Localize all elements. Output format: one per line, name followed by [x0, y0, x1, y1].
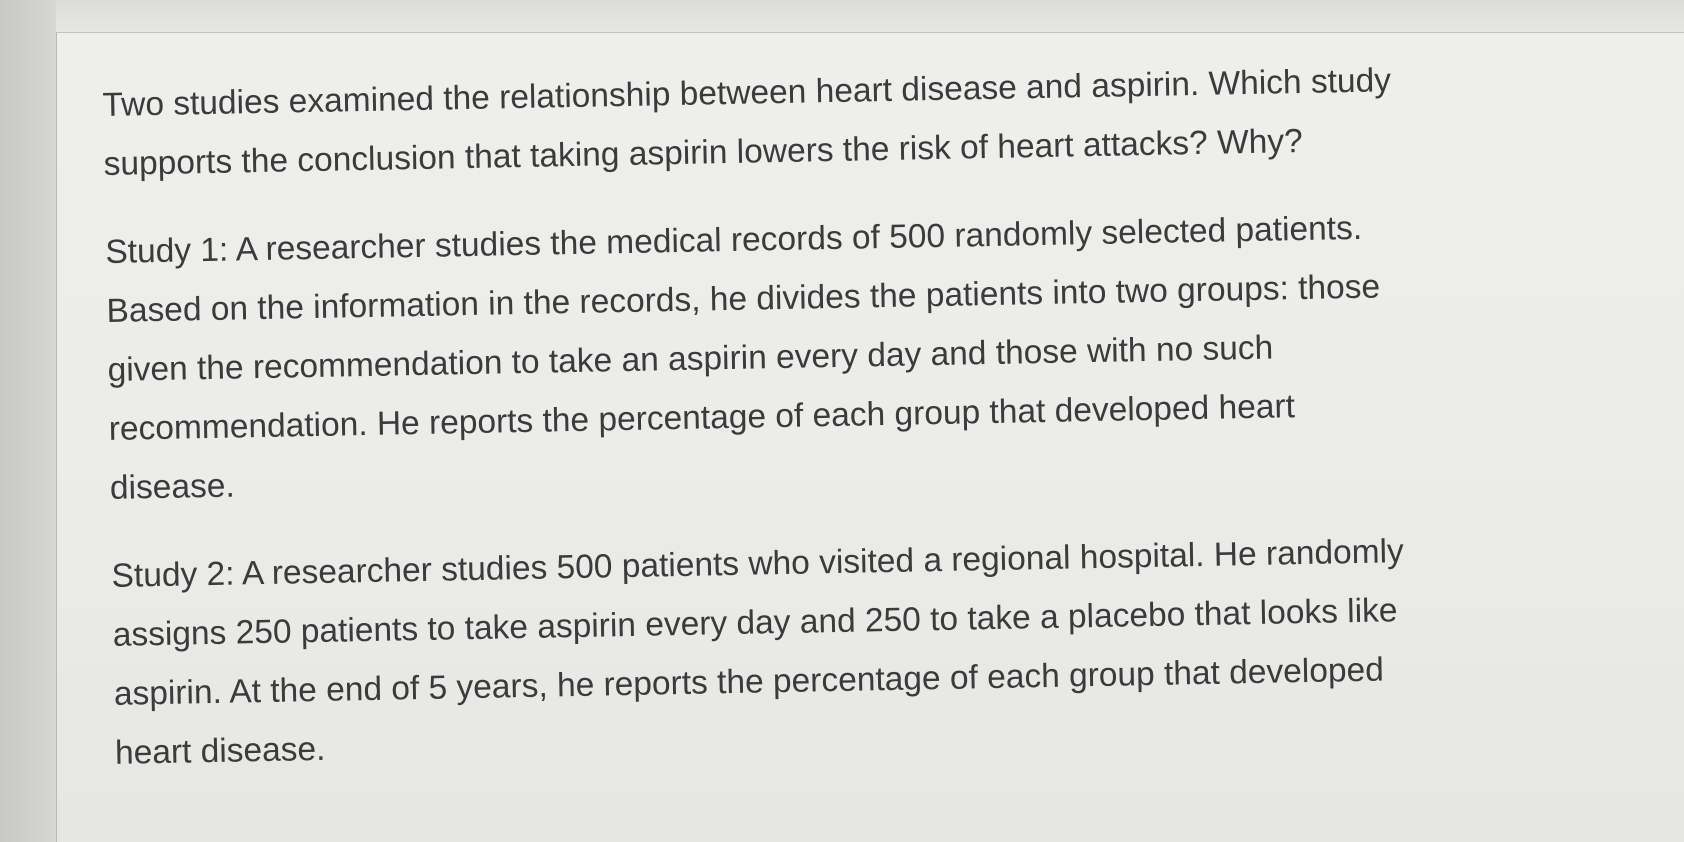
study-1-text: Study 1: A researcher studies the medical records of 500 randomly selected patients. Based on the information in the records, he divides the patients into two groups: those given the recommendation to take an aspirin every day and those with no such recommendation. He reports the percentage of each group that developed heart disease. — [105, 209, 1381, 507]
question-content — [102, 47, 1635, 783]
question-prompt: Two studies examined the relationship between heart disease and aspirin. Which study supports the conclusion that taking aspirin lowers the risk of heart attacks? Why? — [102, 62, 1392, 183]
top-strip — [56, 0, 1684, 33]
study-2-text: Study 2: A researcher studies 500 patients who visited a regional hospital. He randomly assigns 250 patients to take aspirin every day and 250 to take a placebo that looks like aspirin. At the end of 5 years, he reports the percentage of each group that developed heart disease. — [111, 533, 1405, 772]
left-gutter — [0, 0, 57, 842]
